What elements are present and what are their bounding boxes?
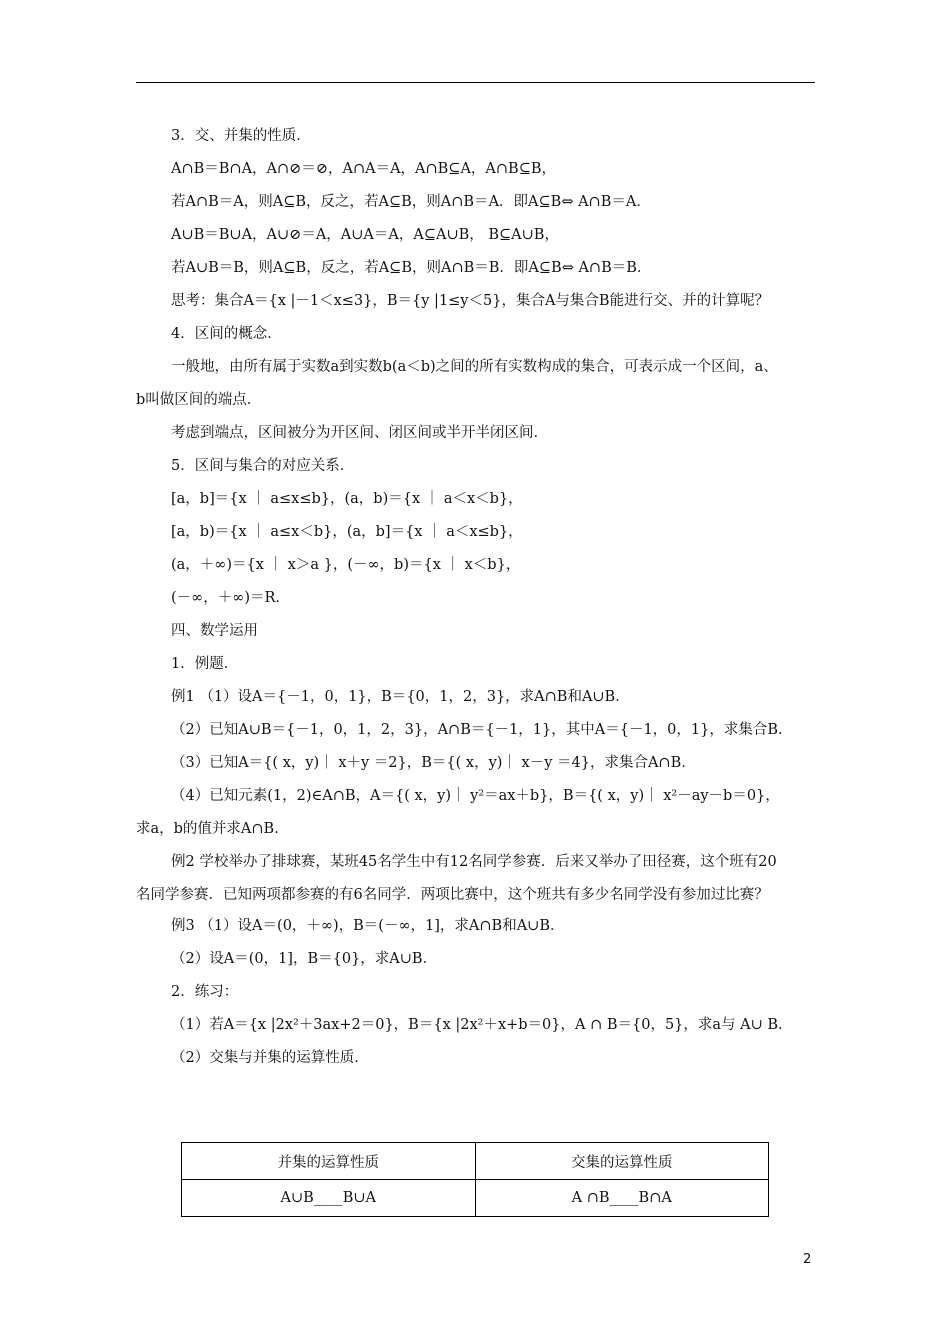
paragraph-interval-definition — [136, 351, 831, 417]
formula-union-props: A∪B＝B∪A，A∪⊘＝A，A∪A＝A，A⊆A∪B， B⊆A∪B， — [171, 227, 559, 243]
example1-part4 — [136, 780, 831, 846]
exercise1: （1）若A＝{x |2x²＋3ax+2＝0}，B＝{x |2x²＋x+b＝0}，A ∩ B＝{0，5}，求a与 A∪ B． — [171, 1017, 793, 1033]
table-header-intersection: 交集的运算性质 — [475, 1143, 769, 1180]
header-rule — [136, 82, 815, 83]
interval-infinite: (a，＋∞)＝{x ｜ x＞a }，(－∞，b)＝{x ｜ x＜b}， — [171, 557, 521, 573]
interval-real-line: (－∞，＋∞)＝R． — [171, 590, 290, 606]
table-header-row — [182, 1143, 769, 1180]
example3-part1: 例3 （1）设A＝(0，＋∞)，B＝(－∞，1]，求A∩B和A∪B． — [171, 918, 565, 934]
example1-part1: 例1 （1）设A＝{－1，0，1}，B＝{0，1，2，3}，求A∩B和A∪B． — [171, 689, 630, 705]
interval-closed-open: [a，b]＝{x ｜ a≤x≤b}，(a，b)＝{x ｜ a＜x＜b}， — [171, 491, 523, 507]
paragraph-interval-text: 一般地，由所有属于实数a到实数b(a＜b)之间的所有实数构成的集合，可表示成一个区间，a、b叫做区间的端点． — [136, 359, 778, 408]
formula-intersection-props: A∩B＝B∩A，A∩⊘＝⊘，A∩A＝A，A∩B⊆A，A∩B⊆B， — [171, 161, 557, 177]
page-number: 2 — [803, 1252, 812, 1267]
operation-properties-table — [181, 1142, 769, 1217]
example2 — [136, 846, 831, 912]
thinking-question: 思考：集合A＝{x |－1＜x≤3}，B＝{y |1≤y＜5}，集合A与集合B能进行交、并的计算呢？ — [171, 293, 770, 309]
example1-part4-text: （4）已知元素(1，2)∈A∩B，A＝{( x，y)｜ y²＝ax＋b}，B＝{( x，y)｜ x²－ay－b＝0}，求a，b的值并求A∩B． — [136, 788, 780, 837]
interval-half-open: [a，b)＝{x ｜ a≤x＜b}，(a，b]＝{x ｜ a＜x≤b}， — [171, 524, 523, 540]
heading-interval-correspondence: 5．区间与集合的对应关系． — [171, 458, 355, 474]
example2-text: 例2 学校举办了排球赛，某班45名学生中有12名同学参赛．后来又举办了田径赛，这个班有20名同学参赛．已知两项都参赛的有6名同学．两项比赛中，这个班共有多少名同学没有参加过比赛？ — [136, 854, 777, 903]
page-body — [136, 126, 831, 1081]
table-cell-intersection: A ∩B____B∩A — [475, 1180, 769, 1217]
table-cell-union: A∪B____B∪A — [182, 1180, 476, 1217]
formula-union-subset: 若A∪B＝B，则A⊆B，反之，若A⊆B，则A∩B＝B．即A⊆B⇔ A∩B＝B． — [171, 260, 652, 276]
example3-part2: （2）设A＝(0，1]，B＝{0}，求A∪B． — [171, 951, 438, 967]
heading-interval-concept: 4．区间的概念． — [171, 326, 282, 342]
table-header-union: 并集的运算性质 — [182, 1143, 476, 1180]
exercise2: （2）交集与并集的运算性质． — [171, 1050, 369, 1066]
example1-part3: （3）已知A＝{( x，y)｜ x＋y ＝2}，B＝{( x，y)｜ x－y ＝4}，求集合A∩B． — [171, 755, 696, 771]
heading-properties: 3．交、并集的性质． — [171, 128, 311, 144]
table-row — [182, 1180, 769, 1217]
example1-part2: （2）已知A∪B＝{－1，0，1，2，3}，A∩B＝{－1，1}，其中A＝{－1，0，1}，求集合B． — [171, 722, 793, 738]
heading-exercises: 2．练习： — [171, 984, 239, 1000]
heading-examples: 1．例题． — [171, 656, 239, 672]
interval-types: 考虑到端点，区间被分为开区间、闭区间或半开半闭区间． — [171, 425, 548, 441]
formula-intersection-subset: 若A∩B＝A，则A⊆B，反之，若A⊆B，则A∩B＝A．即A⊆B⇔ A∩B＝A． — [171, 194, 651, 210]
heading-math-application: 四、数学运用 — [171, 623, 258, 639]
